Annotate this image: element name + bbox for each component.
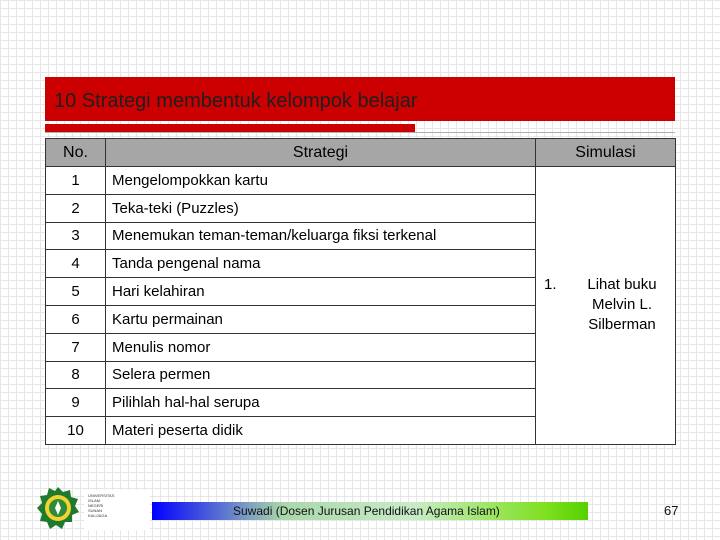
strategy-table xyxy=(45,138,676,445)
header-no: No. xyxy=(46,139,106,167)
row-number: 6 xyxy=(46,305,106,333)
page-number: 67 xyxy=(664,503,679,518)
simulation-cell xyxy=(536,167,676,445)
row-number: 3 xyxy=(46,222,106,250)
row-number: 7 xyxy=(46,333,106,361)
row-strategy: Menulis nomor xyxy=(106,333,536,361)
institution-line: NEGERI xyxy=(88,503,104,508)
row-strategy: Menemukan teman-teman/keluarga fiksi terkenal xyxy=(106,222,536,250)
title-underline-bar xyxy=(45,124,415,132)
simulation-text: Lihat buku Melvin L. Silberman xyxy=(587,276,657,334)
row-number: 9 xyxy=(46,389,106,417)
header-simulation: Simulasi xyxy=(536,139,676,167)
row-strategy: Mengelompokkan kartu xyxy=(106,167,536,195)
row-number: 1 xyxy=(46,167,106,195)
institution-line: SUNAN xyxy=(88,508,103,513)
institution-line: KALIJAGA xyxy=(88,513,108,518)
row-strategy: Hari kelahiran xyxy=(106,278,536,306)
institution-label xyxy=(84,490,150,530)
row-number: 2 xyxy=(46,194,106,222)
row-strategy: Pilihlah hal-hal serupa xyxy=(106,389,536,417)
simulation-number: 1. xyxy=(544,276,557,294)
header-strategy: Strategi xyxy=(106,139,536,167)
table-row xyxy=(46,167,676,195)
row-strategy: Selera permen xyxy=(106,361,536,389)
row-strategy: Kartu permainan xyxy=(106,305,536,333)
row-strategy: Materi peserta didik xyxy=(106,417,536,445)
row-number: 8 xyxy=(46,361,106,389)
footer-author: Suwadi (Dosen Jurusan Pendidikan Agama Islam) xyxy=(233,504,500,518)
institution-line: ISLAM xyxy=(88,498,101,503)
institution-line: UNIVERSITAS xyxy=(88,493,115,498)
table-header-row xyxy=(46,139,676,167)
row-strategy: Teka-teki (Puzzles) xyxy=(106,194,536,222)
university-logo-icon xyxy=(36,486,80,530)
title-divider xyxy=(45,132,675,133)
slide-title: 10 Strategi membentuk kelompok belajar xyxy=(54,90,418,112)
row-number: 4 xyxy=(46,250,106,278)
row-strategy: Tanda pengenal nama xyxy=(106,250,536,278)
row-number: 10 xyxy=(46,417,106,445)
row-number: 5 xyxy=(46,278,106,306)
